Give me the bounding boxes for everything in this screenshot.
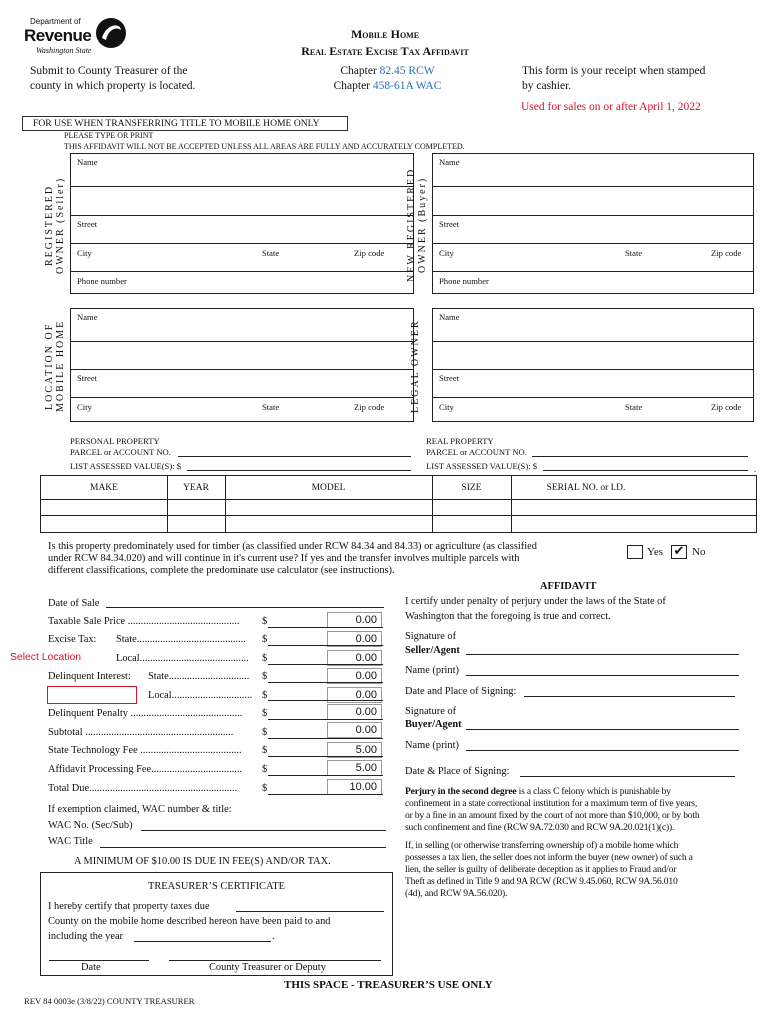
affidavit-title: AFFIDAVIT: [540, 581, 597, 592]
header-make: MAKE: [90, 483, 118, 493]
taxable-price-label: Taxable Sale Price ...........................................: [48, 616, 240, 627]
buyer-block: [432, 153, 754, 294]
buyer-city-field[interactable]: City: [439, 248, 454, 258]
treasurer-use-only: THIS SPACE - TREASURER’S USE ONLY: [284, 979, 493, 991]
receipt-notice: This form is your receipt when stamped by cashier.: [522, 65, 706, 92]
subtotal-value[interactable]: 0.00: [327, 722, 382, 738]
logo-dept-line: Department of: [30, 17, 81, 26]
buyer-name-field[interactable]: Name: [439, 157, 460, 167]
location-zip-field[interactable]: Zip code: [354, 402, 385, 412]
excise-state-label: State..........................................: [116, 634, 246, 645]
submit-line-1: Submit to County Treasurer of the: [30, 65, 188, 77]
submit-line-2: county in which property is located.: [30, 80, 196, 92]
page-title: [238, 26, 532, 60]
legal-block: [432, 308, 754, 422]
timber-question: Is this property predominately used for timber (as classified under RCW 84.34 and 84.33) or agriculture (as classified under RCW 84.34.020) and will continue in it's current use? If yes and the transfer involves multiple parcels with different classifications, complete the predominate use calculator (see instructions).: [48, 541, 537, 576]
treasurer-signature-input[interactable]: [169, 960, 381, 961]
legal-street-field[interactable]: Street: [439, 373, 460, 383]
delinquent-interest-label: Delinquent Interest:: [48, 671, 131, 682]
submit-instructions: [30, 64, 195, 94]
used-for-date: Used for sales on or after April 1, 2022: [521, 101, 701, 113]
tax-lien-notice: If, in selling (or otherwise transferring ownership of) a mobile home which possesses a tax lien, the seller does not inform the buyer (new owner) of such a lien, the seller is guilty of deliberate deception as it applies to Fraud and/or Theft as defined in Title 9 and 9A RCW (RCW 9.45.060, RCW 9A.56.010 (4d), and RCW 9A.56.020).: [405, 840, 693, 899]
buyer-street-field[interactable]: Street: [439, 219, 460, 229]
real-assessed-input[interactable]: [543, 470, 748, 471]
dor-logo: [22, 14, 132, 62]
seller-zip-field[interactable]: Zip code: [354, 248, 385, 258]
affidavit-fee-label: Affidavit Processing Fee...................................: [48, 764, 243, 775]
interest-local-value[interactable]: 0.00: [327, 687, 382, 703]
buyer-phone-field[interactable]: Phone number: [439, 276, 489, 286]
wac-no-input[interactable]: [141, 830, 386, 831]
timber-yes-checkbox[interactable]: [627, 545, 643, 559]
stray-dot: .: [754, 464, 757, 474]
seller-block: [70, 153, 414, 294]
interest-state-label: State...............................: [148, 671, 250, 682]
affidavit-fee-value[interactable]: 5.00: [327, 760, 382, 776]
legal-state-field[interactable]: State: [625, 402, 643, 412]
wac-no-label: WAC No. (Sec/Sub): [48, 820, 133, 831]
location-state-field[interactable]: State: [262, 402, 280, 412]
vehicle-table: [40, 475, 757, 533]
seller-signature-label: Seller/Agent: [405, 645, 460, 656]
treasurer-certificate: TREASURER’S CERTIFICATE I hereby certify that property taxes due County on the mobile home described hereon have been paid to and including the year . Date County Treasurer or Deputy: [40, 872, 393, 976]
seller-name-print-input[interactable]: [466, 675, 739, 676]
location-city-field[interactable]: City: [77, 402, 92, 412]
tech-fee-label: State Technology Fee .......................................: [48, 745, 242, 756]
seller-phone-field[interactable]: Phone number: [77, 276, 127, 286]
logo-revenue: Revenue: [24, 26, 92, 45]
chapter-references: Chapter 82.45 RCW Chapter 458-61A WAC: [333, 65, 442, 92]
treasurer-year-input[interactable]: [134, 941, 271, 942]
seller-state-field[interactable]: State: [262, 248, 280, 258]
location-select-box[interactable]: [47, 686, 137, 704]
title-line-1: Mobile Home: [350, 27, 420, 41]
type-print-note: PLEASE TYPE OR PRINT: [64, 131, 154, 140]
buyer-signature-input[interactable]: [466, 729, 739, 730]
personal-parcel-label: PARCEL or ACCOUNT NO.: [70, 447, 171, 457]
header-model: MODEL: [311, 483, 346, 493]
select-location-dropdown[interactable]: Select Location: [10, 652, 82, 663]
transfer-banner: FOR USE WHEN TRANSFERRING TITLE TO MOBILE HOME ONLY: [22, 116, 348, 131]
personal-parcel-input[interactable]: [178, 456, 411, 457]
delinquent-penalty-label: Delinquent Penalty ...........................................: [48, 708, 243, 719]
buyer-date-place-input[interactable]: [520, 776, 735, 777]
affidavit-cert-line2: Washington that the foregoing is true and correct.: [405, 611, 611, 622]
title-line-2: Real Estate Excise Tax Affidavit: [301, 44, 469, 58]
seller-name-print-label: Name (print): [405, 665, 459, 676]
real-parcel-label: PARCEL or ACCOUNT NO.: [426, 447, 527, 457]
excise-tax-label: Excise Tax:: [48, 634, 97, 645]
excise-local-value[interactable]: 0.00: [327, 650, 382, 666]
real-property-label: REAL PROPERTY: [426, 436, 494, 446]
buyer-zip-field[interactable]: Zip code: [711, 248, 742, 258]
buyer-name-print-label: Name (print): [405, 740, 459, 751]
real-assessed-label: LIST ASSESSED VALUE(S): $: [426, 461, 538, 471]
legal-side-label: LEGAL OWNER: [410, 319, 421, 413]
date-of-sale-label: Date of Sale: [48, 598, 100, 609]
chapter-rcw-link[interactable]: 82.45 RCW: [379, 65, 435, 77]
seller-date-place-label: Date and Place of Signing:: [405, 686, 517, 697]
tech-fee-value[interactable]: 5.00: [327, 742, 382, 758]
personal-assessed-label: LIST ASSESSED VALUE(S): $: [70, 461, 182, 471]
form-id: REV 84 0003e (3/8/22) COUNTY TREASURER: [24, 996, 195, 1006]
perjury-notice: Perjury in the second degree is a class C felony which is punishable by confinement in a state correctional institution for a maximum term of five years, or by a fine in an amount fixed by the court of not more than $10,000, or by both such confinement and fine (RCW 9A.72.030 and RCW 9A.20.021(1)(c)).: [405, 786, 700, 833]
location-side-label: LOCATION OF MOBILE HOME: [44, 319, 66, 413]
chapter-wac-link[interactable]: 458-61A WAC: [372, 80, 442, 92]
exemption-label: If exemption claimed, WAC number & title:: [48, 804, 232, 815]
logo-swirl-icon: [94, 16, 128, 50]
treasurer-deputy-label: County Treasurer or Deputy: [209, 962, 326, 973]
seller-name-field[interactable]: Name: [77, 157, 98, 167]
treasurer-date-label: Date: [81, 962, 101, 973]
personal-assessed-input[interactable]: [187, 470, 411, 471]
treasurer-title: TREASURER’S CERTIFICATE: [147, 881, 286, 892]
minimum-due-note: A MINIMUM OF $10.00 IS DUE IN FEE(S) AND/OR TAX.: [74, 856, 331, 867]
seller-city-field[interactable]: City: [77, 248, 92, 258]
total-due-label: Total Due.........................................................: [48, 783, 238, 794]
buyer-state-field[interactable]: State: [625, 248, 643, 258]
seller-date-place-input[interactable]: [524, 696, 735, 697]
real-parcel-input[interactable]: [532, 456, 748, 457]
interest-state-value[interactable]: 0.00: [327, 668, 382, 684]
personal-property-label: PERSONAL PROPERTY: [70, 436, 160, 446]
buyer-name-print-input[interactable]: [466, 750, 739, 751]
total-due-value[interactable]: 10.00: [327, 779, 382, 795]
legal-city-field[interactable]: City: [439, 402, 454, 412]
timber-no-checkbox[interactable]: ✔: [671, 545, 687, 559]
date-of-sale-input[interactable]: [106, 607, 384, 608]
completion-note: THIS AFFIDAVIT WILL NOT BE ACCEPTED UNLESS ALL AREAS ARE FULLY AND ACCURATELY COMPLETED.: [64, 142, 465, 151]
timber-no-label: No: [692, 546, 706, 558]
subtotal-label: Subtotal .........................................................: [48, 727, 234, 738]
treasurer-date-input[interactable]: [49, 960, 149, 961]
location-name-field[interactable]: Name: [77, 312, 98, 322]
location-block: [70, 308, 414, 422]
taxable-price-value[interactable]: 0.00: [327, 612, 382, 628]
logo-state: Washington State: [36, 46, 92, 55]
wac-title-input[interactable]: [100, 847, 386, 848]
timber-yes-label: Yes: [647, 546, 664, 558]
header-size: SIZE: [461, 483, 482, 493]
seller-signature-input[interactable]: [466, 654, 739, 655]
excise-local-label: Local..........................................: [116, 653, 249, 664]
seller-side-label: REGISTERED OWNER (Seller): [44, 176, 66, 274]
header-serial: SERIAL NO. or I.D.: [546, 483, 626, 493]
seller-street-field[interactable]: Street: [77, 219, 98, 229]
buyer-side-label: NEW REGISTERED OWNER (Buyer): [406, 167, 428, 283]
buyer-date-place-label: Date & Place of Signing:: [405, 766, 510, 777]
legal-name-field[interactable]: Name: [439, 312, 460, 322]
header-year: YEAR: [183, 483, 209, 493]
delinquent-penalty-value[interactable]: 0.00: [327, 704, 382, 720]
interest-local-label: Local...............................: [148, 690, 253, 701]
excise-state-value[interactable]: 0.00: [327, 631, 382, 647]
wac-title-label: WAC Title: [48, 836, 93, 847]
legal-zip-field[interactable]: Zip code: [711, 402, 742, 412]
location-street-field[interactable]: Street: [77, 373, 98, 383]
buyer-signature-label: Buyer/Agent: [405, 719, 462, 730]
affidavit-cert-line1: I certify under penalty of perjury under the laws of the State of: [405, 596, 666, 607]
treasurer-county-input[interactable]: [236, 911, 384, 912]
